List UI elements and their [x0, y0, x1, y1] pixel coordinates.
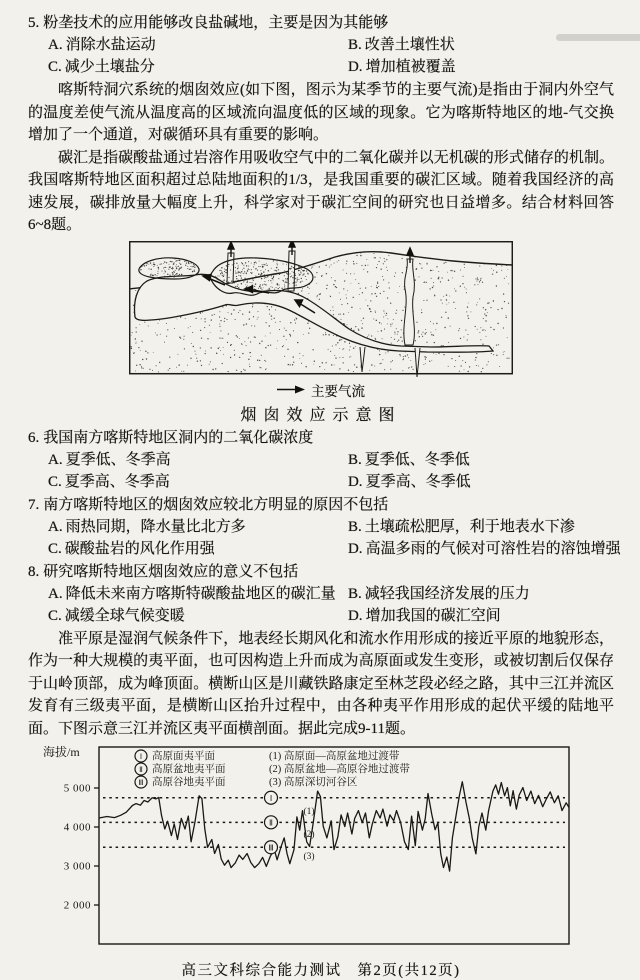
question-8 — [28, 561, 614, 627]
option-text: 土壤疏松肥厚，利于地表水下渗 — [364, 518, 575, 535]
question-text: 研究喀斯特地区烟囱效应的意义不包括 — [43, 563, 299, 580]
zone-label: (2) — [303, 830, 315, 840]
option-label: A. — [48, 37, 63, 53]
option-text: 夏季低、冬季高 — [65, 451, 171, 468]
ref-marker-id: Ⅲ — [268, 843, 274, 853]
option-text: 夏季低、冬季低 — [364, 451, 470, 468]
question-5 — [28, 12, 614, 78]
option-a — [48, 516, 348, 538]
option-a — [48, 34, 348, 56]
option-text: 雨热同期，降水量比北方多 — [65, 518, 246, 535]
ref-marker-id: Ⅱ — [269, 818, 273, 828]
question-6 — [28, 427, 614, 493]
cave-diagram — [129, 241, 513, 378]
option-label: C. — [48, 473, 62, 490]
ref-marker-id: Ⅰ — [269, 793, 273, 803]
option-text: 减轻我国经济发展的压力 — [364, 585, 530, 602]
y-tick-label: 5 000 — [63, 782, 91, 795]
legend-marker-id: Ⅱ — [139, 765, 143, 774]
option-text: 夏季高、冬季低 — [365, 473, 471, 490]
option-c — [48, 605, 348, 627]
question-7 — [28, 494, 621, 560]
option-d — [347, 538, 621, 560]
airflow-legend-label: 主要气流 — [311, 383, 365, 399]
shaft-right — [404, 259, 415, 345]
option-b — [348, 583, 614, 605]
scan-smudge — [556, 34, 640, 41]
option-text: 消除水盐运动 — [65, 37, 156, 53]
question-number: 5. — [28, 15, 40, 31]
option-text: 夏季高、冬季高 — [64, 473, 170, 490]
elevation-profile-line — [99, 782, 569, 871]
option-text: 降低未来南方喀斯特碳酸盐地区的碳汇量 — [65, 585, 336, 602]
option-text: 减缓全球气候变暖 — [64, 607, 185, 624]
option-text: 改善土壤性状 — [364, 37, 455, 53]
option-label: B. — [347, 518, 362, 535]
figure-airflow-legend — [121, 380, 521, 400]
option-label: D. — [347, 607, 363, 624]
option-label: C. — [48, 540, 62, 557]
option-text: 减少土壤盐分 — [64, 59, 155, 75]
y-tick-label: 4 000 — [63, 821, 91, 834]
y-axis-label: 海拔/m — [43, 745, 80, 759]
solution-crack — [360, 347, 365, 372]
option-d — [348, 605, 614, 627]
option-text: 增加我国的碳汇空间 — [365, 607, 501, 624]
question-6-options — [28, 449, 614, 493]
option-b — [348, 516, 614, 538]
question-number: 6. — [28, 429, 40, 446]
passage-planation-surface: 准平原是湿润气候条件下，地表经长期风化和流水作用形成的接近平原的地貌形态，作为一种大规模的夷平面，也可因构造上升而成为高原面或发生变形，或被切割后仅保存于山岭顶部，成为峰顶面。横断山区是川藏铁路康定至林芝段必经之路，其中三江并流区发育有三级夷平面，是横断山区抬升过程中，由各种夷平作用形成的起伏平缓的陆地平面。下图示意三江并流区夷平面横剖面。据此完成9-11题。 — [28, 630, 614, 737]
option-c — [48, 471, 348, 493]
option-label: B. — [347, 451, 362, 468]
legend-surface-label: 高原面夷平面 — [152, 751, 215, 762]
legend-zone-label: (3) 高原深切河谷区 — [269, 777, 358, 788]
option-label: A. — [48, 518, 63, 535]
option-c — [48, 56, 348, 78]
option-label: A. — [48, 585, 63, 602]
elevation-profile-chart — [41, 742, 601, 950]
elevation-profile-figure — [41, 742, 601, 955]
question-number: 7. — [28, 496, 40, 513]
shaft-left — [227, 253, 234, 283]
page-footer: 高三文科综合能力测试 第2页(共12页) — [181, 963, 461, 979]
option-a — [48, 583, 348, 605]
option-label: D. — [347, 473, 363, 490]
question-number: 8. — [28, 563, 40, 580]
legend-surface-label: 高原盆地夷平面 — [152, 764, 226, 775]
option-label: C. — [48, 607, 62, 624]
option-c — [48, 538, 348, 560]
option-text: 增加植被覆盖 — [365, 59, 456, 75]
option-label: C. — [48, 59, 62, 75]
option-b — [348, 449, 614, 471]
question-8-options — [28, 583, 614, 627]
y-tick-label: 2 000 — [63, 899, 91, 912]
main-airflow-arrow-icon — [277, 385, 305, 394]
option-d — [348, 56, 614, 78]
question-7-stem — [28, 494, 614, 516]
question-6-stem — [28, 427, 614, 449]
zone-label: (1) — [303, 807, 315, 817]
question-text: 我国南方喀斯特地区洞内的二氧化碳浓度 — [43, 429, 314, 446]
question-text: 粉垄技术的应用能够改良盐碱地，主要是因为其能够 — [43, 15, 389, 31]
question-5-options — [28, 34, 614, 78]
figure-caption: 烟囱效应示意图 — [240, 406, 402, 424]
question-5-stem — [28, 12, 614, 34]
option-a — [48, 449, 348, 471]
shaft-middle — [288, 251, 295, 291]
passage-carbon-sink: 碳汇是指碳酸盐通过岩溶作用吸收空气中的二氧化碳并以无机碳的形式储存的机制。我国喀斯特地区面积超过总陆地面积的1/3，是我国重要的碳汇区域。随着我国经济的高速发展，碳排放量大幅度上升，科学家对于碳汇空间的研究也日益增多。结合材料回答6~8题。 — [28, 149, 614, 233]
question-7-options — [28, 516, 621, 560]
figure-chimney-effect — [121, 241, 521, 425]
legend-marker-id: Ⅰ — [139, 752, 143, 761]
passage-karst-chimney: 喀斯特洞穴系统的烟囱效应(如下图，图示为某季节的主要气流)是指由于洞内外空气的温度差使气流从温度高的区域流向温度低的区域的现象。它为喀斯特地区的地-气交换增加了一个通道，对碳循环具有重要的影响。 — [28, 82, 614, 143]
option-label: D. — [347, 59, 363, 75]
option-text: 高温多雨的气候对可溶性岩的溶蚀增强 — [365, 540, 621, 557]
legend-zone-label: (2) 高原盆地—高原谷地过渡带 — [269, 764, 410, 775]
question-text: 南方喀斯特地区的烟囱效应较北方明显的原因不包括 — [43, 496, 389, 513]
y-tick-label: 3 000 — [63, 860, 91, 873]
question-8-stem — [28, 561, 614, 583]
option-text: 碳酸盐岩的风化作用强 — [64, 540, 215, 557]
option-label: B. — [347, 585, 362, 602]
legend-marker-id: Ⅲ — [138, 778, 144, 787]
option-d — [348, 471, 614, 493]
option-label: B. — [347, 37, 362, 53]
option-label: D. — [347, 540, 363, 557]
legend-zone-label: (1) 高原面—高原盆地过渡带 — [269, 751, 400, 762]
zone-label: (3) — [303, 852, 315, 862]
cave-passage — [135, 274, 494, 352]
option-label: A. — [48, 451, 63, 468]
legend-surface-label: 高原谷地夷平面 — [152, 777, 226, 788]
solution-crack — [415, 348, 420, 377]
